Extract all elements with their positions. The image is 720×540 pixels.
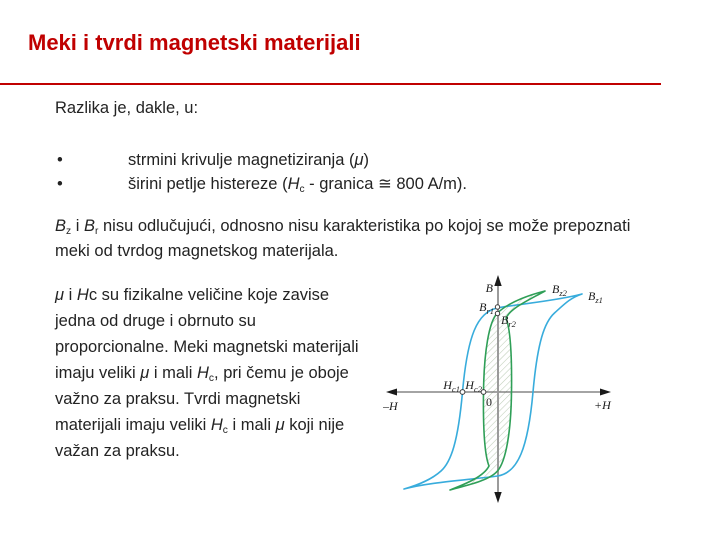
br1-label: $B_{r1}$ — [479, 300, 494, 316]
bullet-list — [57, 148, 467, 196]
h-neg-label: –H — [383, 399, 398, 413]
paragraph-remanence: $B_z$ i $B_r$ nisu odlučujući, odnosno nisu karakteristika po kojoj se može prepoznati meki od tvrdog magnetskog materijala. — [55, 217, 631, 260]
b-axis-bottom-arrow — [494, 492, 501, 503]
hc2-label: $H_{c2}$ — [465, 378, 482, 394]
h-pos-label: +H — [594, 398, 611, 412]
br1-marker — [495, 305, 499, 309]
slide-title: Meki i tvrdi magnetski materijali — [28, 30, 361, 55]
bullet-marker: • — [57, 175, 63, 193]
bullet-marker: • — [57, 151, 63, 169]
b-axis-label: B — [485, 281, 493, 295]
bullet-text: strmini krivulje magnetiziranja (μ) — [128, 151, 370, 169]
br2-label: $B_{r2}$ — [501, 313, 516, 329]
origin-label: 0 — [486, 395, 492, 409]
intro-text: Razlika je, dakle, u: — [55, 99, 199, 117]
bullet-item — [57, 172, 467, 196]
h-axis-left-arrow — [386, 389, 397, 396]
paragraph-permeability: μ i Hc su fizikalne veličine koje zavise jedna od druge i obrnuto su proporcionalne. Meki magnetski materijali imaju veliki μ i mali $H_c$, pri čemu je oboje važno za praksu. Tvrdi magnetski materijali imaju veliki $H_c$ i mali μ koji nije važan za praksu. — [55, 286, 359, 460]
b-axis-top-arrow — [494, 275, 501, 286]
bz2-label: $B_{z2}$ — [552, 282, 567, 298]
hc1-marker — [460, 390, 465, 395]
title-divider — [0, 83, 661, 85]
hysteresis-diagram — [383, 272, 715, 522]
bullet-text: širini petlje histereze ($H_c$ - granica ≅ 800 A/m). — [128, 175, 467, 195]
bullet-item — [57, 148, 467, 172]
br2-marker — [495, 311, 499, 315]
h-axis-right-arrow — [600, 389, 611, 396]
hc1-label: $H_{c1}$ — [443, 378, 460, 394]
bz1-label: $B_{z1}$ — [588, 289, 603, 305]
